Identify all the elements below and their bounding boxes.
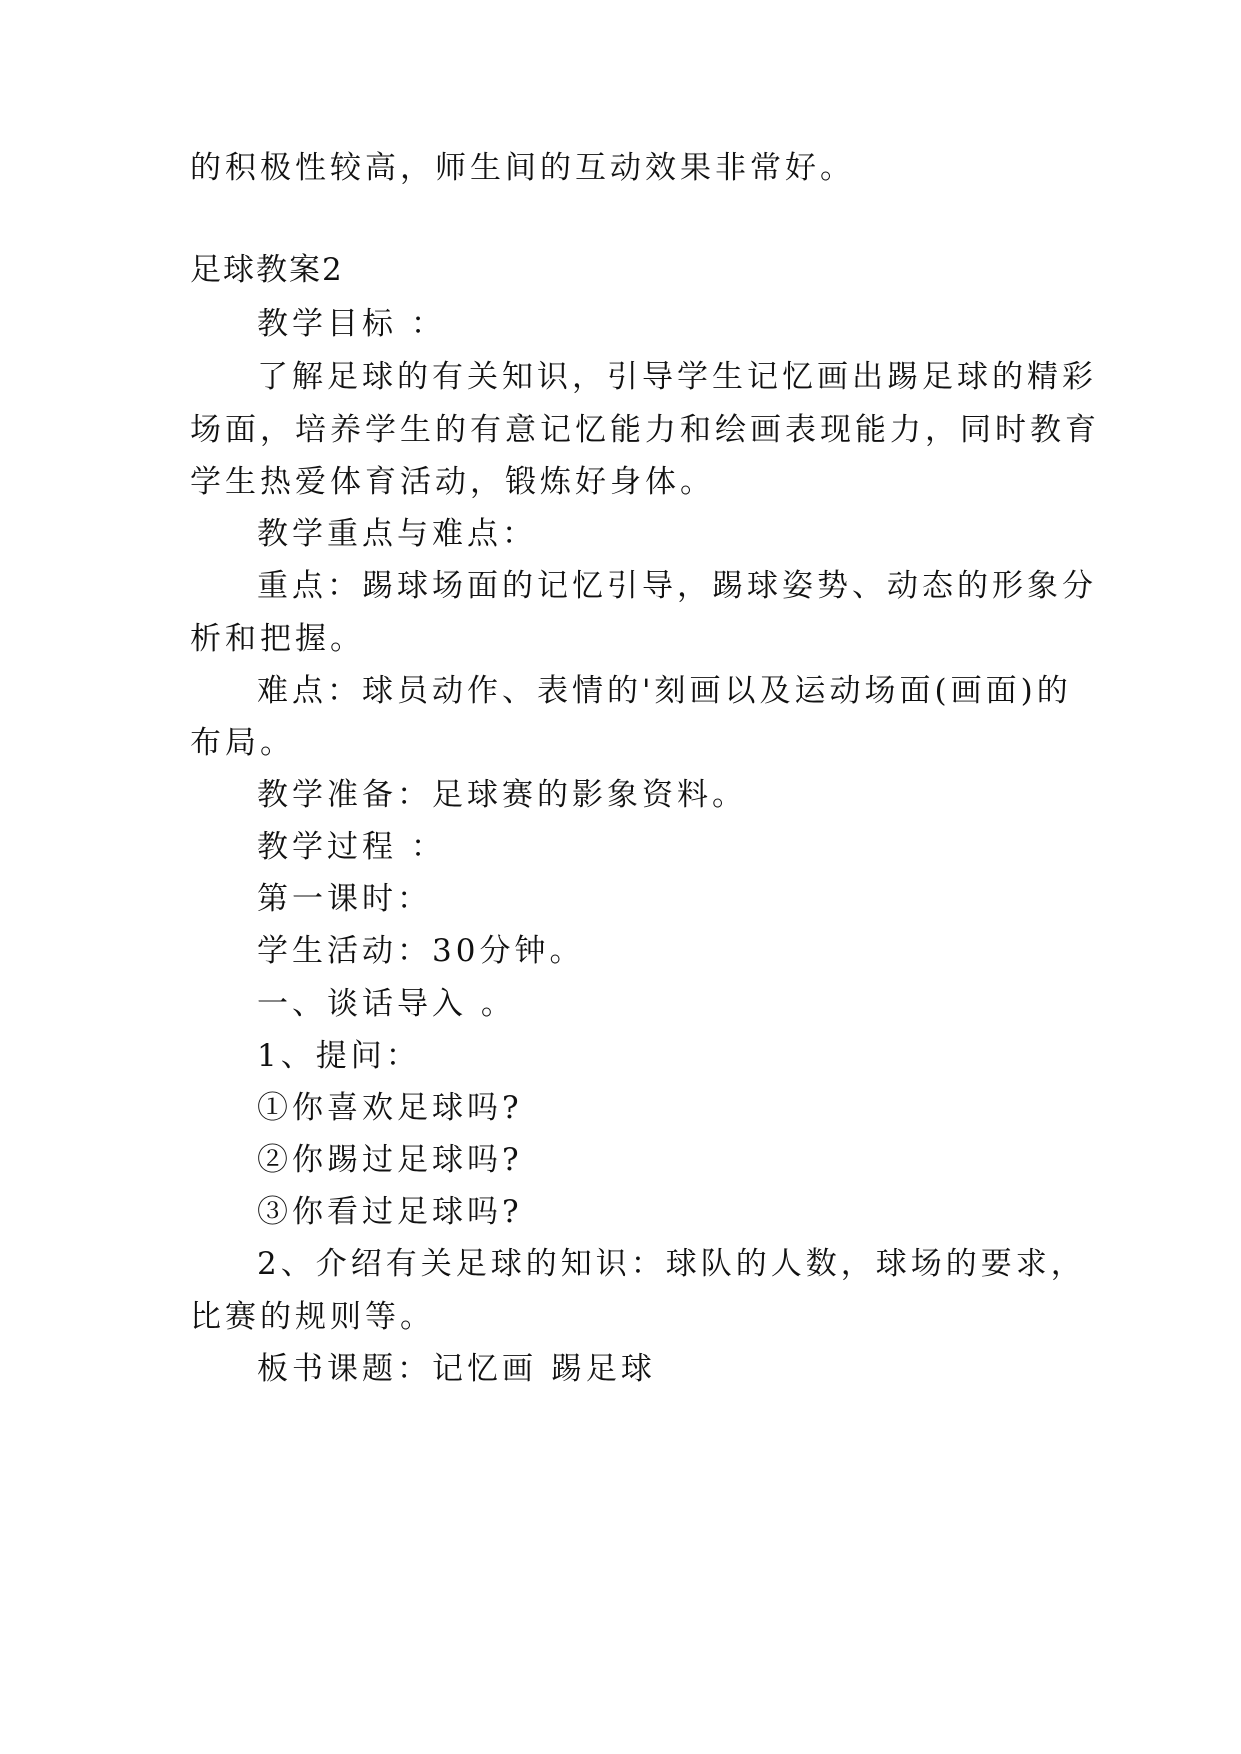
student-activity: 学生活动：30分钟。	[257, 933, 585, 969]
step-questions: 1、提问：	[257, 1038, 421, 1074]
step-introduce-knowledge-line-1: 2、介绍有关足球的知识：球队的人数，球场的要求，	[257, 1246, 1086, 1282]
label-teaching-objectives: 教学目标 ：	[257, 306, 446, 342]
section-introduction: 一、谈话导入 。	[257, 986, 516, 1022]
label-key-points: 教学重点与难点：	[257, 516, 537, 552]
question-1: ①你喜欢足球吗?	[257, 1090, 523, 1126]
objectives-paragraph-line-3: 学生热爱体育活动，锻炼好身体。	[190, 464, 715, 500]
paragraph-continuation: 的积极性较高，师生间的互动效果非常好。	[190, 150, 855, 186]
objectives-paragraph-line-1: 了解足球的有关知识，引导学生记忆画出踢足球的精彩	[257, 359, 1097, 395]
objectives-paragraph-line-2: 场面，培养学生的有意记忆能力和绘画表现能力，同时教育	[190, 412, 1100, 448]
key-point-line-2: 析和把握。	[190, 621, 365, 657]
teaching-preparation: 教学准备：足球赛的影象资料。	[257, 777, 747, 813]
difficulty-line-1: 难点：球员动作、表情的'刻画以及运动场面(画面)的	[257, 673, 1072, 709]
key-point-line-1: 重点：踢球场面的记忆引导，踢球姿势、动态的形象分	[257, 568, 1097, 604]
question-2: ②你踢过足球吗?	[257, 1142, 523, 1178]
step-introduce-knowledge-line-2: 比赛的规则等。	[190, 1299, 435, 1335]
blackboard-title: 板书课题：记忆画 踢足球	[257, 1351, 656, 1387]
section-heading: 足球教案2	[190, 252, 344, 288]
question-3: ③你看过足球吗?	[257, 1194, 523, 1230]
difficulty-line-2: 布局。	[190, 725, 295, 761]
first-lesson: 第一课时：	[257, 881, 432, 917]
label-teaching-process: 教学过程 ：	[257, 829, 446, 865]
